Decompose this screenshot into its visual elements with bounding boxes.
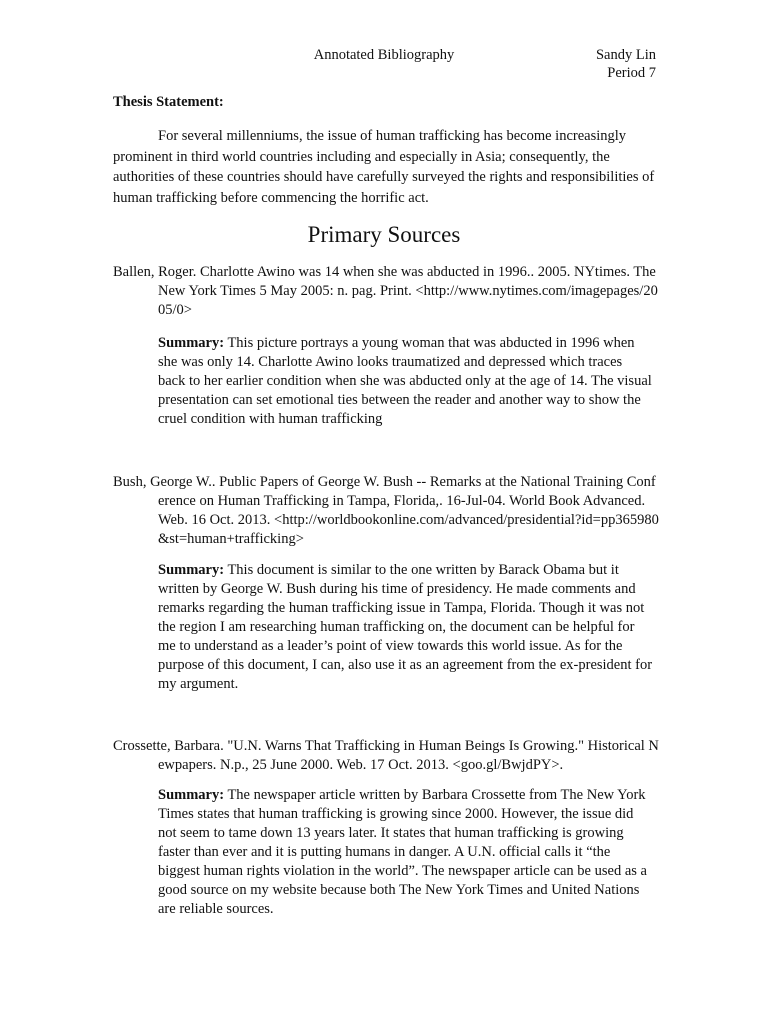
summary [158, 786, 653, 919]
summary-label: Summary: [158, 787, 225, 803]
summary [158, 334, 653, 429]
author-name: Sandy Lin [595, 47, 656, 63]
summary-label: Summary: [158, 335, 225, 351]
summary-text: This document is similar to the one written by Barack Obama but it written by George W. Bush during his time of presidency. He made comments and remarks regarding the human trafficking issue in Tampa, Florida. Though it was not the region I am researching human trafficking on, the document can be helpful for me to understand as a leader’s point of view towards this world issue. As for the purpose of this document, I can, also use it as an agreement from the ex-president for my argument. [158, 562, 653, 692]
section-title: Primary Sources [307, 222, 461, 247]
bibliography-entry [113, 473, 661, 694]
bibliography-entry [113, 737, 661, 919]
document-title: Annotated Bibliography [313, 47, 455, 63]
author-block [596, 46, 656, 82]
thesis-body: For several millenniums, the issue of human trafficking has become increasingly prominent in third world countries including and especially in Asia; consequently, the authorities of these countries should have carefully surveyed the rights and responsibilities of human trafficking before commencing the horrific act. [113, 128, 655, 206]
citation: Ballen, Roger. Charlotte Awino was 14 when she was abducted in 1996.. 2005. NYtimes. The New York Times 5 May 2005: n. pag. Print. <http://www.nytimes.com/imagepages/2005/0> [113, 264, 658, 318]
bibliography-entry [113, 263, 661, 429]
thesis-heading: Thesis Statement: [113, 94, 224, 110]
summary [158, 561, 653, 694]
summary-text: The newspaper article written by Barbara Crossette from The New York Times states that human trafficking is growing since 2000. However, the issue did not seem to tame down 13 years later. It states that human trafficking is growing faster than ever and it is putting humans in danger. A U.N. official calls it “the biggest human rights violation in the world”. The newspaper article can be used as a good source on my website because both The New York Times and United Nations are reliable sources. [158, 787, 647, 917]
class-period: Period 7 [607, 65, 656, 81]
summary-text: This picture portrays a young woman that was abducted in 1996 when she was only 14. Charlotte Awino looks traumatized and depressed which traces back to her earlier condition when she was abducted only at the age of 14. The visual presentation can set emotional ties between the reader and another way to show the cruel condition with human trafficking [158, 335, 652, 427]
summary-label: Summary: [158, 562, 225, 578]
citation: Bush, George W.. Public Papers of George W. Bush -- Remarks at the National Training Conference on Human Trafficking in Tampa, Florida,. 16-Jul-04. World Book Advanced. Web. 16 Oct. 2013. <http://worldbookonline.com/advanced/presidential?id=pp365980&st=human+trafficking> [113, 474, 659, 547]
citation: Crossette, Barbara. "U.N. Warns That Trafficking in Human Beings Is Growing." Historical Newpapers. N.p., 25 June 2000. Web. 17 Oct. 2013. <goo.gl/BwjdPY>. [113, 738, 659, 773]
